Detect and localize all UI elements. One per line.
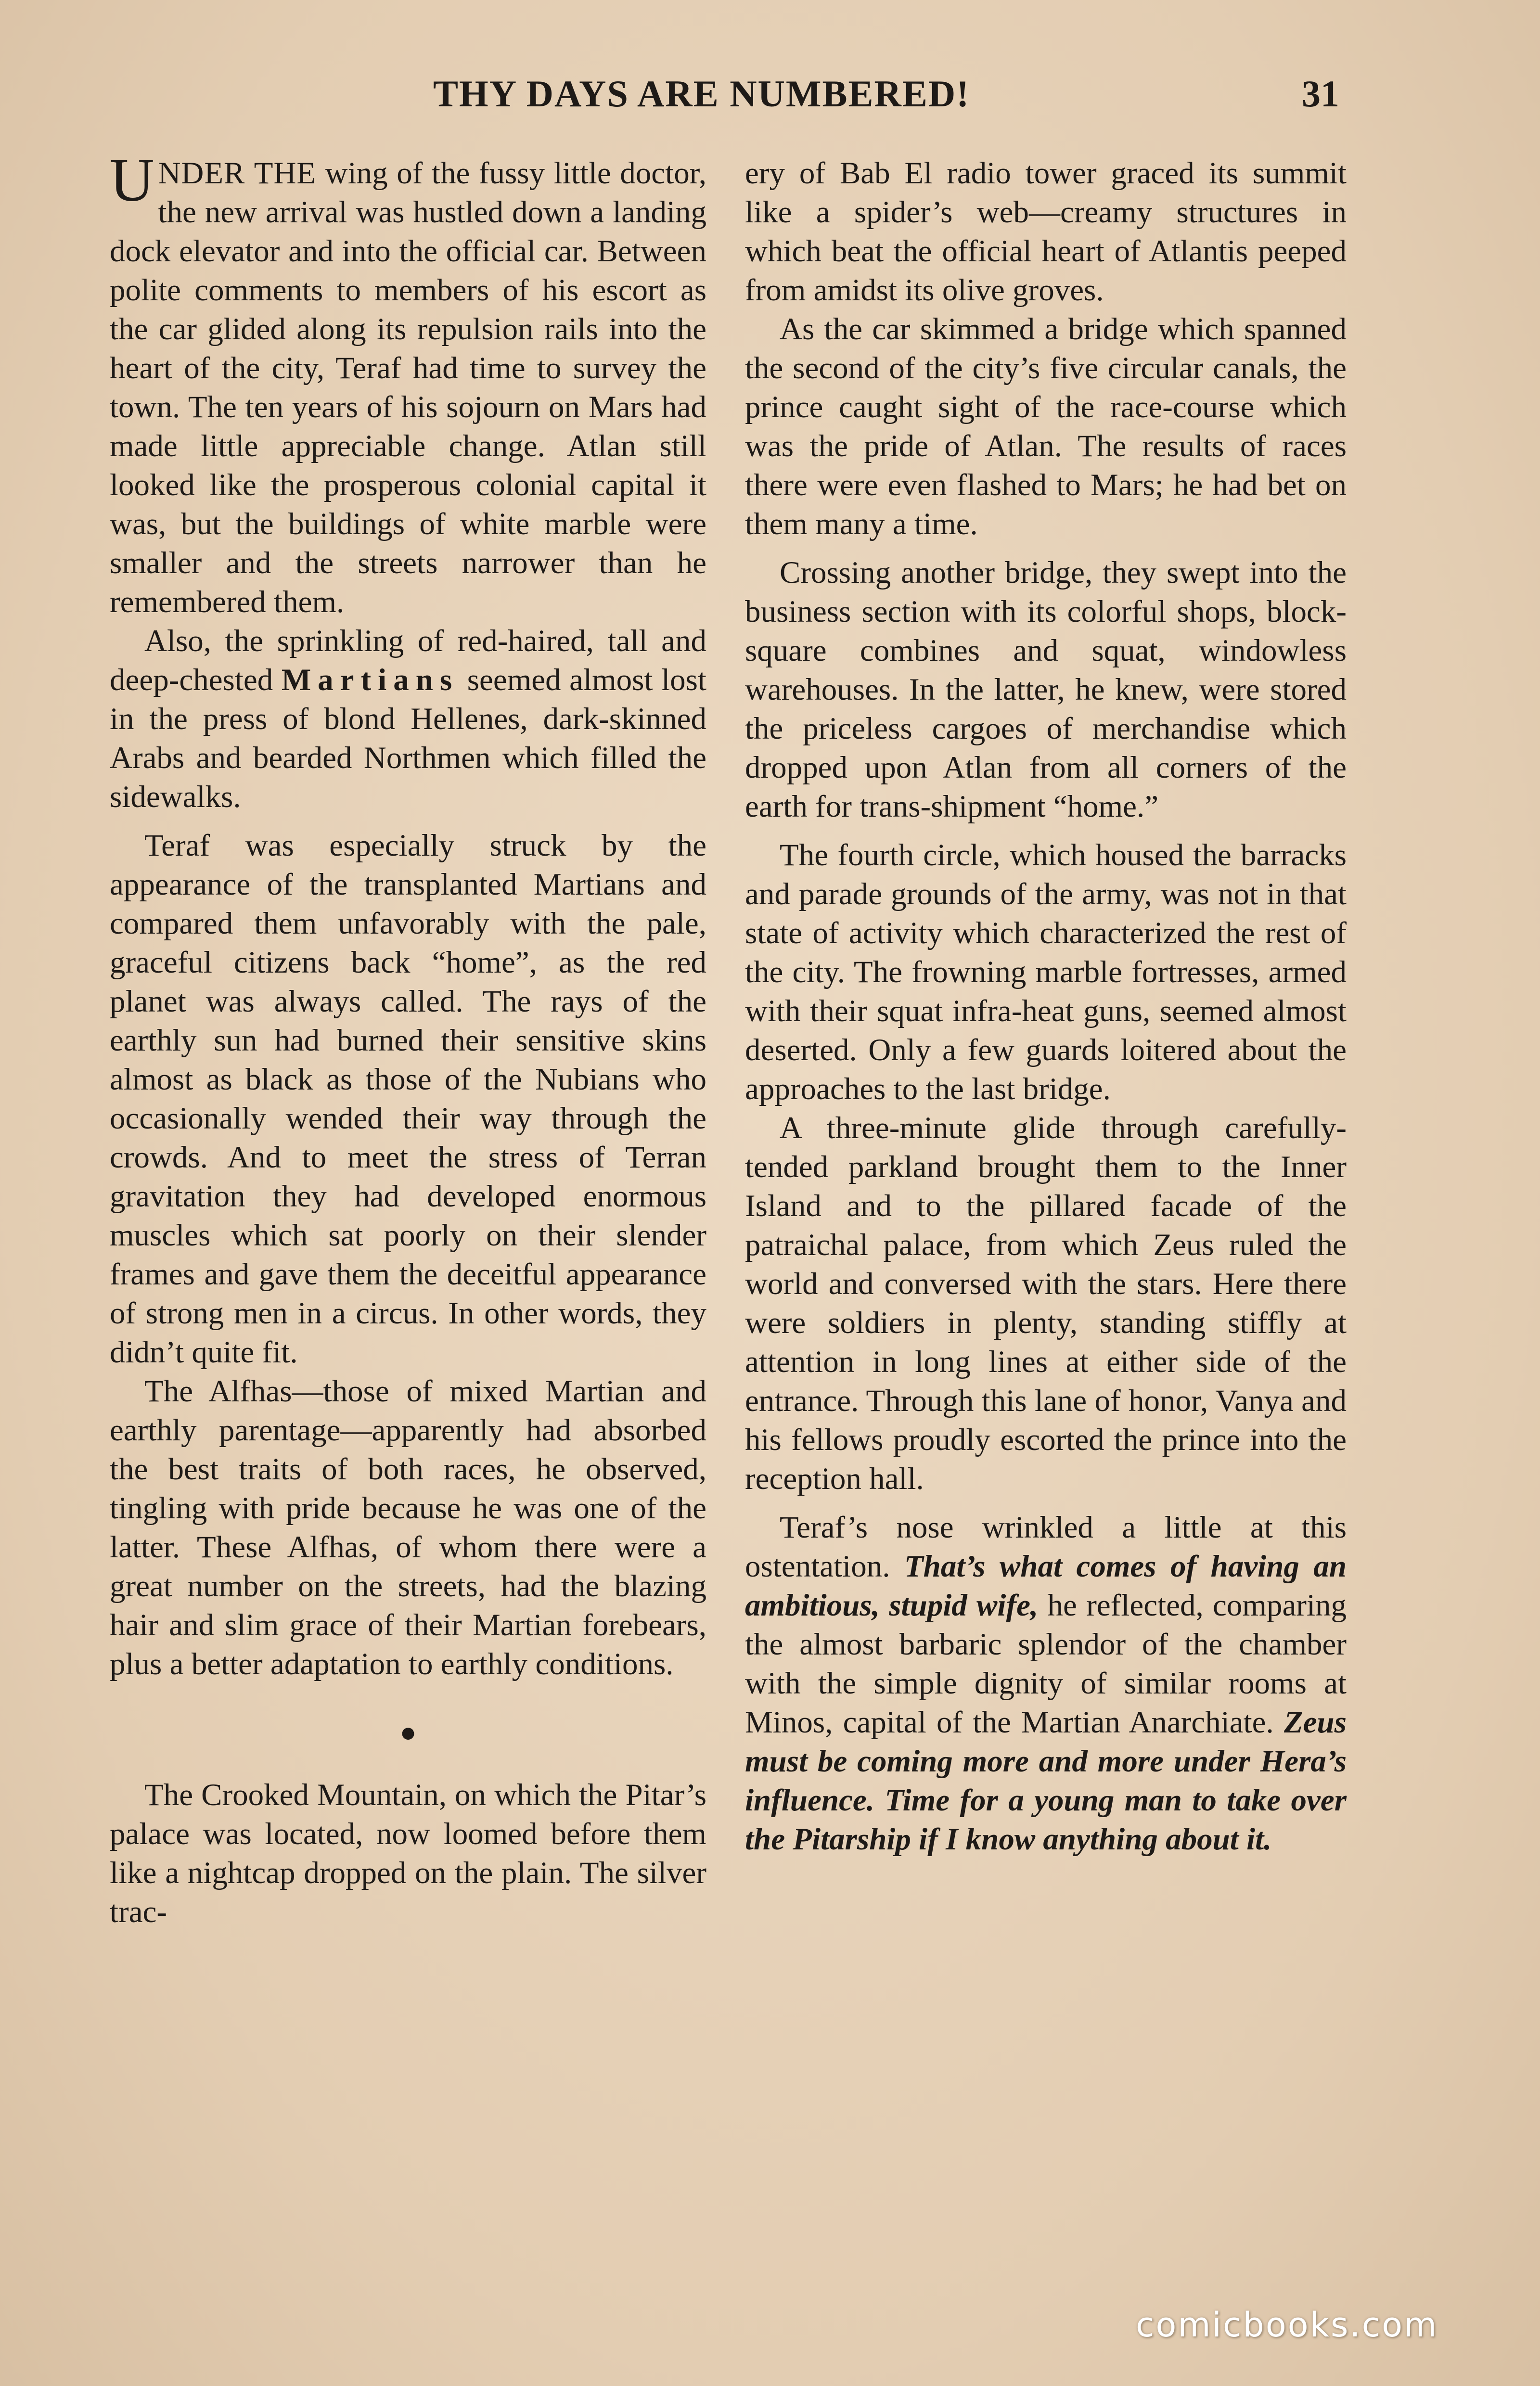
italic-thought: That’s what comes of having an ambitious, stupid wife, [745, 1549, 1347, 1623]
paragraph: Crossing another bridge, they swept into the business section with its colorful shops, block-square combines and squat, windowless warehouses. In the latter, he knew, were stored the priceless cargoes of merchandise which dropped upon Atlan from all corners of the earth for trans-shipment “home.” [745, 555, 1347, 824]
paragraph: A three-minute glide through carefully-tended parkland brought them to the Inner Island and to the pillared facade of the patraichal palace, from which Zeus ruled the world and conversed with the stars. Here there were soldiers in plenty, standing stiffly at attention in long lines at either side of the entrance. Through this lane of honor, Vanya and his fellows proudly escorted the prince into the reception hall. [745, 1111, 1347, 1496]
paragraph-text: seemed almost lost in the press of blond Hellenes, dark-skinned Arabs and bearded Northmen which filled the sidewalks. [110, 663, 706, 814]
opening-paragraph [110, 146, 707, 622]
paragraph: The Crooked Mountain, on which the Pitar’s palace was located, now loomed before them like a nightcap dropped on the plain. The silver trac- [110, 1778, 706, 1929]
paragraph: ery of Bab El radio tower graced its summit like a spider’s web—creamy structures in which beat the official heart of Atlantis peeped from amidst its olive groves. [745, 156, 1347, 308]
drop-cap: U [110, 146, 154, 214]
paragraph-text: Also, the sprinkling of red-haired, tall and deep-chested [110, 624, 706, 697]
header-title: THY DAYS ARE NUMBERED! [433, 73, 970, 115]
paragraph [110, 622, 706, 817]
spaced-word: Martians [281, 663, 459, 697]
paragraph: Teraf was especially struck by the appearance of the transplanted Martians and compared them unfavorably with the pale, graceful citizens back “home”, as the red planet was always called. The rays of the earthly sun had burned their sensitive skins almost as black as those of the Nubians who occasionally wended their way through the crowds. And to meet the stress of Terran gravitation they had developed enormous muscles which sat poorly on their slender frames and gave them the deceitful appearance of strong men in a circus. In other words, they didn’t quite fit. [110, 828, 706, 1370]
paragraph: As the car skimmed a bridge which spanned the second of the city’s five circular canals, the prince caught sight of the race-course which was the pride of Atlan. The results of races there were even flashed to Mars; he had bet on them many a time. [745, 312, 1347, 541]
left-column [110, 146, 707, 1932]
opening-paragraph-text: wing of the fussy little doctor, the new arrival was hustled down a landing dock elevator and into the official car. Between polite comments to members of his escort as the car glided along its repulsion rails into the heart of the city, Teraf had time to survey the town. The ten years of his sojourn on Mars had made little appreciable change. Atlan still looked like the prosperous colonial capital it was, but the buildings of white marble were smaller and the streets narrower than he remembered them. [110, 156, 707, 619]
right-column [745, 154, 1347, 1859]
watermark: comicbooks.com [1136, 2305, 1438, 2345]
paragraph: The fourth circle, which housed the barracks and parade grounds of the army, was not in that state of activity which characterized the rest of the city. The frowning marble fortresses, armed with their squat infra-heat guns, seemed almost deserted. Only a few guards loitered about the approaches to the last bridge. [745, 838, 1347, 1106]
italic-thought: Zeus must be coming more and more under Hera’s influence. Time for a young man to take over the Pitarship if I know anything about it. [745, 1705, 1347, 1857]
page-number: 31 [1302, 73, 1339, 115]
paragraph-text: he reflected, comparing the almost barbaric splendor of the chamber with the simple dignity of similar rooms at Minos, capital of the Martian Anarchiate. [745, 1588, 1347, 1740]
paragraph: The Alfhas—those of mixed Martian and earthly parentage—apparently had absorbed the best traits of both races, he observed, tingling with pride because he was one of the latter. These Alfhas, of whom there were a great number on the streets, had the blazing hair and slim grace of their Martian forebears, plus a better adaptation to earthly conditions. [110, 1374, 706, 1681]
paragraph-text: Teraf’s nose wrinkled a little at this ostentation. [745, 1510, 1347, 1584]
section-break-ornament: ● [399, 1717, 417, 1748]
paragraph [745, 1508, 1347, 1859]
opening-lead-words: NDER THE [158, 156, 317, 191]
running-header [0, 72, 1540, 120]
